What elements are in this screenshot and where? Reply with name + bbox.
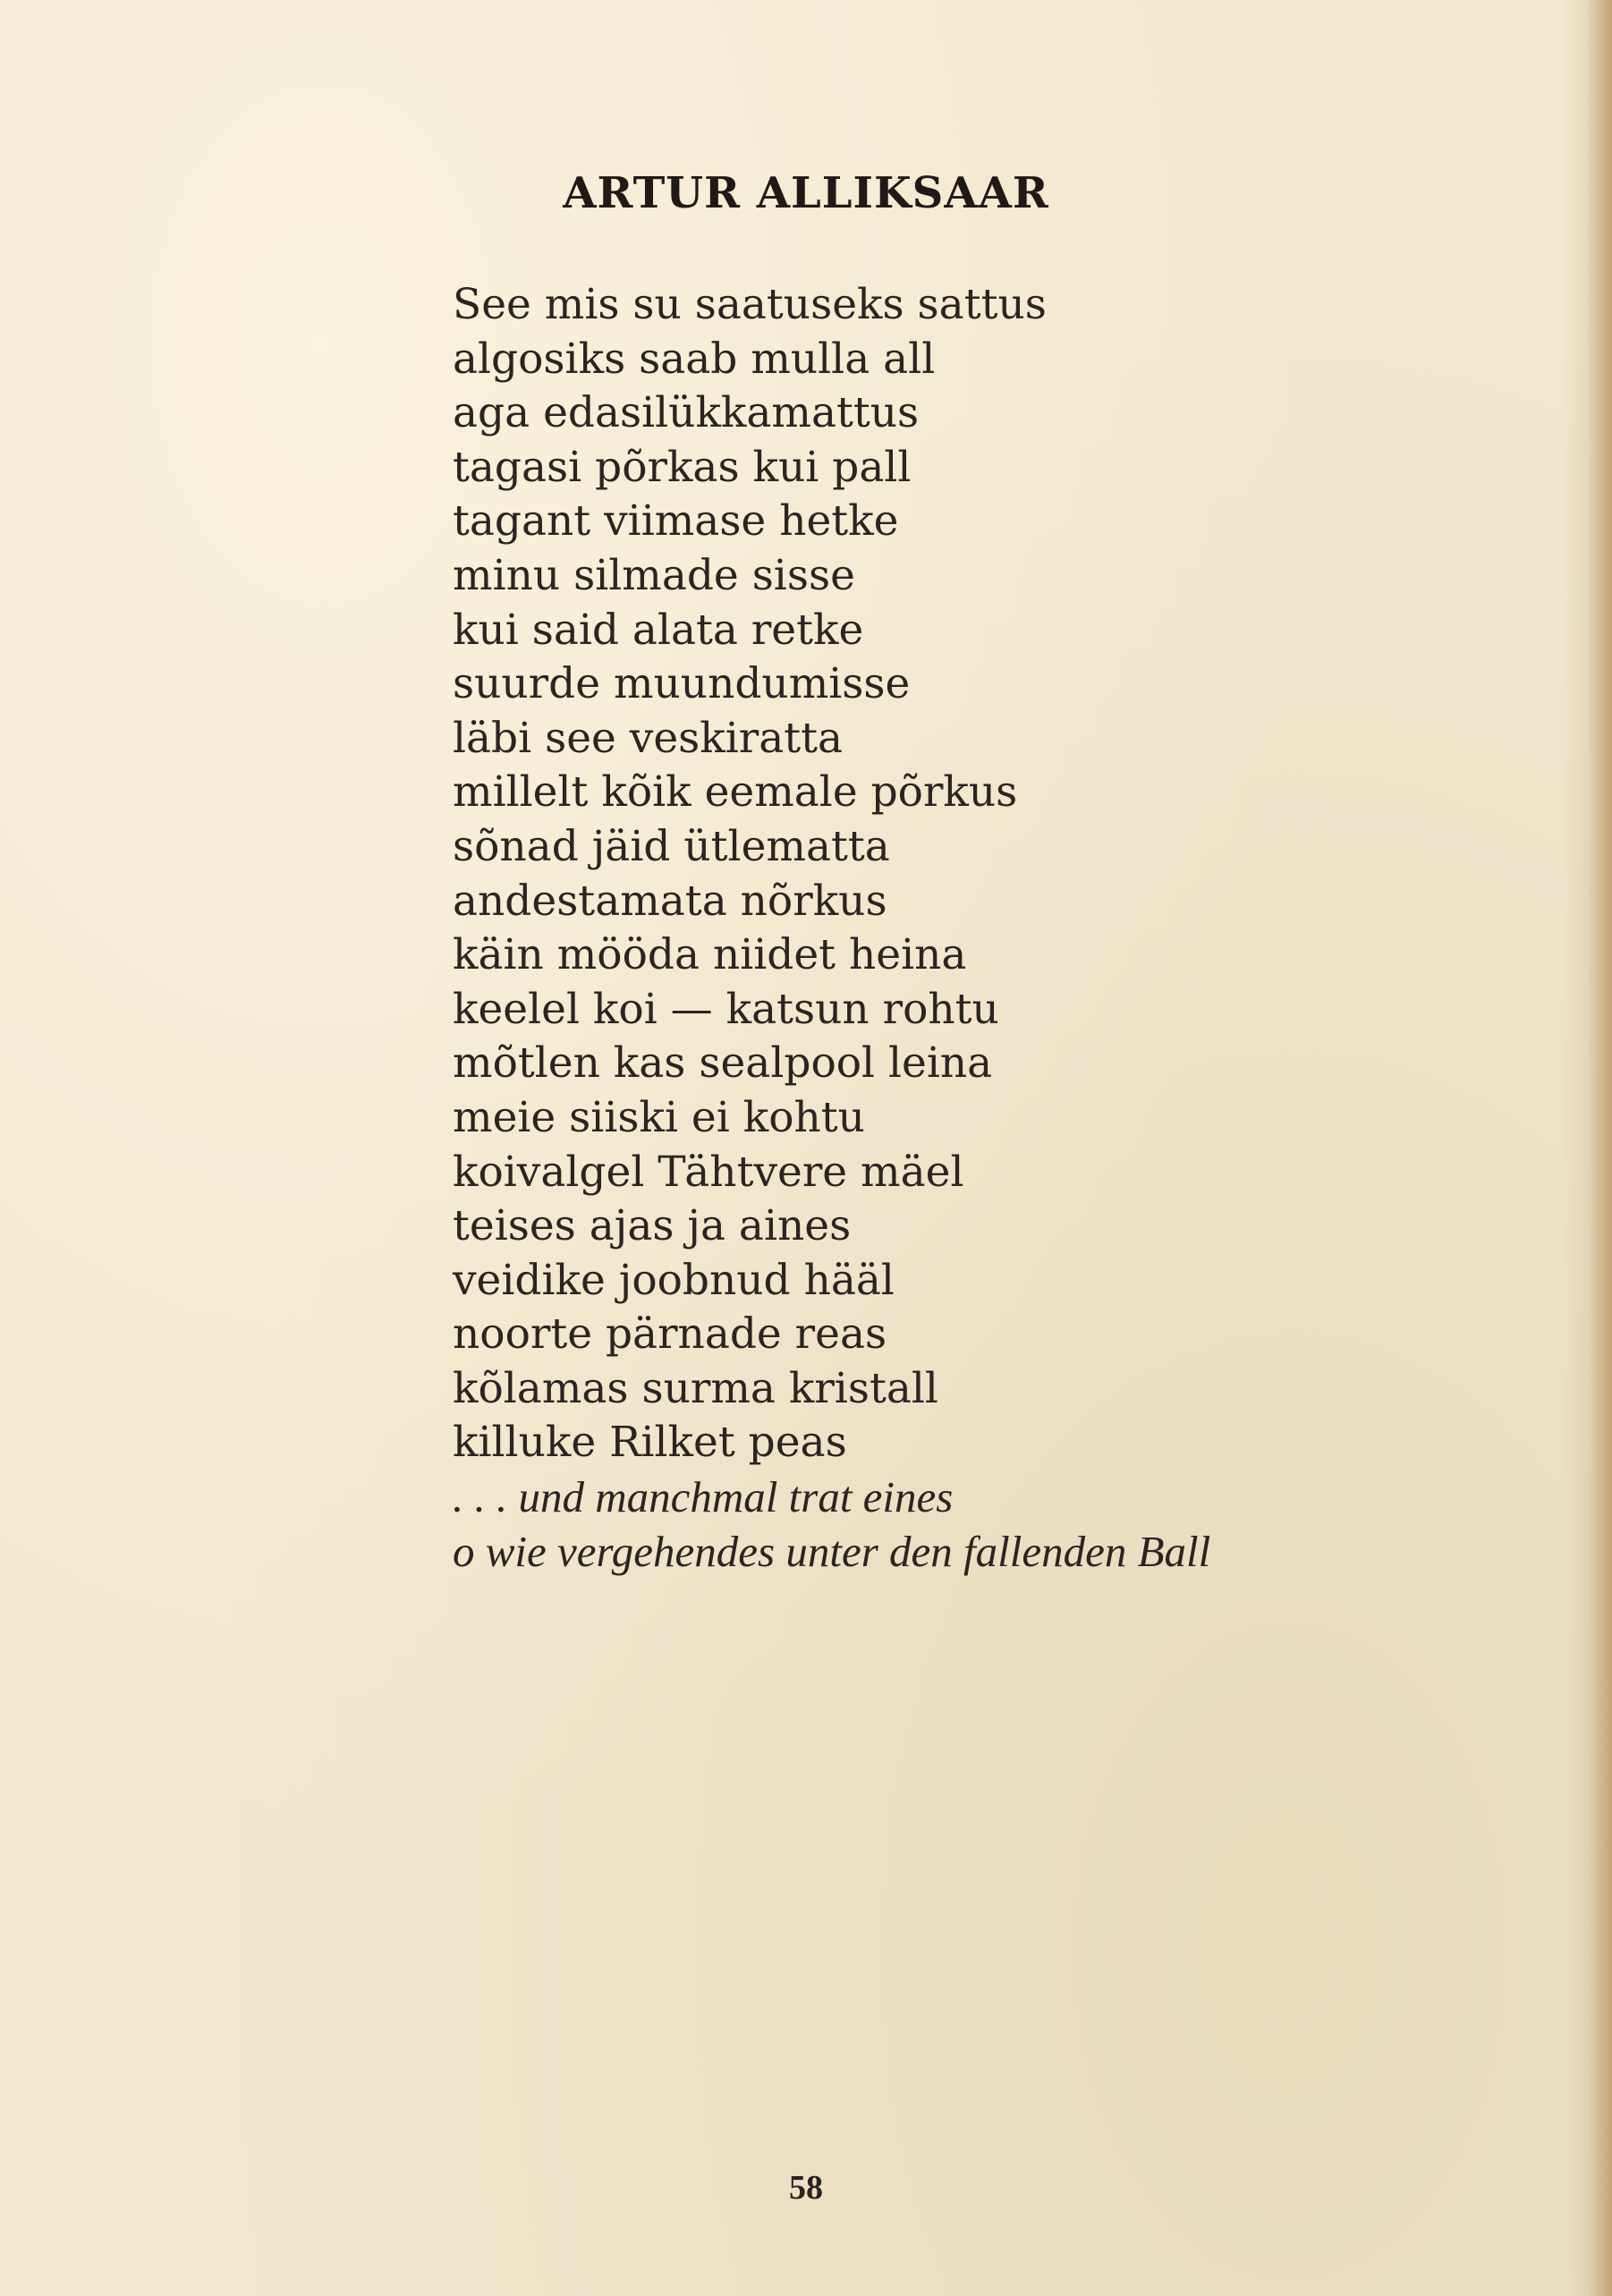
poem-line: sõnad jäid ütlematta xyxy=(453,821,890,871)
poem-line: suurde muundumisse xyxy=(453,659,911,709)
poem-line: meie siiski ei kohtu xyxy=(453,1092,865,1142)
poem-line: algosiks saab mulla all xyxy=(453,334,936,384)
poem-line: keelel koi — katsun rohtu xyxy=(453,984,999,1034)
poem-line: käin mööda niidet heina xyxy=(453,930,967,980)
poem-line: kui said alata retke xyxy=(453,605,864,655)
poem-line: mõtlen kas sealpool leina xyxy=(453,1038,993,1089)
poem-line: läbi see veskiratta xyxy=(453,713,844,763)
poem-line: andestamata nõrkus xyxy=(453,876,887,926)
page-edge-shadow xyxy=(1587,0,1612,2296)
poem-line: teises ajas ja aines xyxy=(453,1201,852,1251)
poem-line: kõlamas surma kristall xyxy=(453,1363,938,1413)
poem-line: koivalgel Tähtvere mäel xyxy=(453,1147,964,1197)
poem-line: millelt kõik eemale põrkus xyxy=(453,767,1018,818)
poem-line: aga edasilükkamattus xyxy=(453,388,920,438)
poem-line: minu silmade sisse xyxy=(453,550,855,600)
poem-line: veidike joobnud hääl xyxy=(453,1255,895,1305)
quote-line: . . . und manchmal trat eines xyxy=(453,1472,954,1522)
author-heading: ARTUR ALLIKSAAR xyxy=(563,168,1049,218)
poem xyxy=(453,278,1210,1579)
poem-line: noorte pärnade reas xyxy=(453,1309,887,1360)
poem-line: tagasi põrkas kui pall xyxy=(453,442,912,492)
poem-line: See mis su saatuseks sattus xyxy=(453,280,1047,329)
page-number: 58 xyxy=(789,2169,823,2207)
poem-line: tagant viimase hetke xyxy=(453,496,899,546)
poem-line: killuke Rilket peas xyxy=(453,1418,847,1468)
quote-line: o wie vergehendes unter den fallenden Ball xyxy=(453,1526,1211,1576)
